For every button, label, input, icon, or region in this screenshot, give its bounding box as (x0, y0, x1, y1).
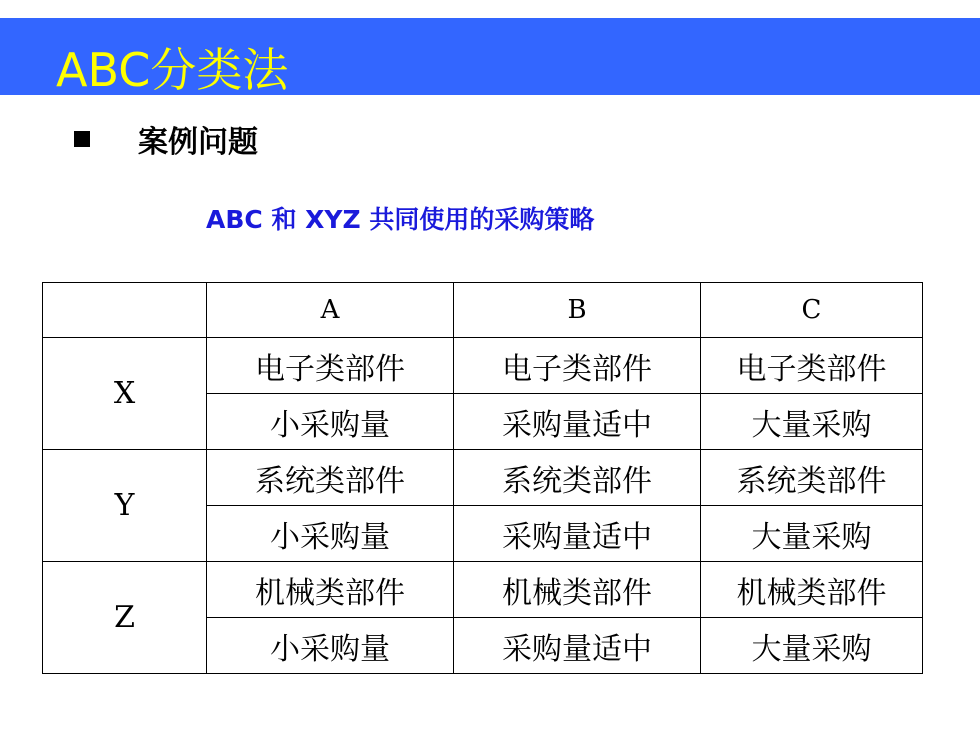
table-row (43, 338, 923, 394)
table-cell: 小采购量 (207, 394, 454, 450)
table-cell: 大量采购 (701, 506, 923, 562)
table-caption: ABC 和 XYZ 共同使用的采购策略 (206, 205, 595, 234)
table-row (43, 562, 923, 618)
square-bullet-icon (74, 131, 90, 147)
table-cell: 电子类部件 (701, 338, 923, 394)
table-cell: 电子类部件 (207, 338, 454, 394)
bullet-item (74, 117, 258, 161)
table-cell: 采购量适中 (454, 618, 701, 674)
row-label-z: Z (43, 562, 207, 674)
strategy-table (42, 282, 923, 674)
row-label-x: X (43, 338, 207, 450)
table-cell: 系统类部件 (454, 450, 701, 506)
header-cell-a: A (207, 283, 454, 338)
title-bar (0, 18, 980, 95)
row-label-y: Y (43, 450, 207, 562)
table-cell: 机械类部件 (701, 562, 923, 618)
header-cell-c: C (701, 283, 923, 338)
table-row (43, 450, 923, 506)
table-cell: 大量采购 (701, 618, 923, 674)
table-cell: 大量采购 (701, 394, 923, 450)
table-cell: 小采购量 (207, 506, 454, 562)
table-cell: 机械类部件 (207, 562, 454, 618)
table-header-row (43, 283, 923, 338)
header-cell-corner (43, 283, 207, 338)
table-cell: 小采购量 (207, 618, 454, 674)
table-cell: 系统类部件 (207, 450, 454, 506)
table-cell: 采购量适中 (454, 394, 701, 450)
table-cell: 系统类部件 (701, 450, 923, 506)
header-cell-b: B (454, 283, 701, 338)
table-cell: 机械类部件 (454, 562, 701, 618)
table-cell: 采购量适中 (454, 506, 701, 562)
table-cell: 电子类部件 (454, 338, 701, 394)
bullet-text: 案例问题 (138, 125, 258, 160)
slide-title: ABC分类法 (56, 43, 289, 97)
